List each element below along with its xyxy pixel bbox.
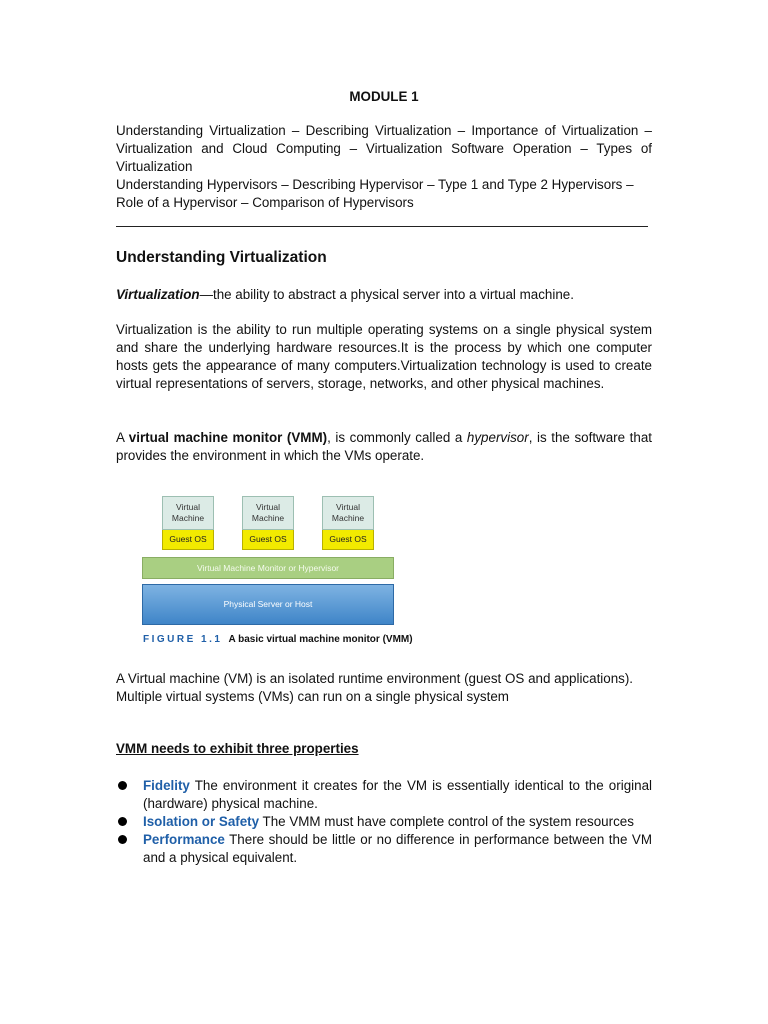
figure-caption	[143, 634, 413, 645]
vmm-prefix: A	[116, 430, 129, 445]
guest-os-label: Guest OS	[322, 530, 374, 550]
property-text: There should be little or no difference in performance between the VM and a physical equivalent.	[143, 832, 652, 865]
guest-os-label: Guest OS	[242, 530, 294, 550]
hypervisor-term: hypervisor	[466, 430, 529, 445]
vm-paragraph	[116, 670, 652, 706]
vm-multiple: Multiple virtual systems (VMs) can run on a single physical system	[116, 689, 509, 704]
virtual-machine-box-2	[242, 496, 294, 550]
virtualization-paragraph: Virtualization is the ability to run multiple operating systems on a single physical system and share the underlying hardware resources.It is the process by which one computer hosts gets the appearance of many computers.Virtualization technology is used to create virtual representations of servers, storage, networks, and other physical machines.	[116, 322, 652, 391]
property-term: Fidelity	[143, 778, 190, 793]
bullet-icon	[118, 817, 127, 826]
vm-definition: A Virtual machine (VM) is an isolated runtime environment (guest OS and applications).	[116, 671, 634, 686]
property-text: The VMM must have complete control of the system resources	[259, 814, 634, 829]
figure-caption-label: FIGURE 1.1	[143, 634, 223, 645]
vmm-term: virtual machine monitor (VMM)	[128, 430, 328, 445]
definition-term: Virtualization	[116, 287, 200, 302]
property-text: The environment it creates for the VM is essentially identical to the original (hardware) physical machine.	[143, 778, 652, 811]
virtual-machine-box-3	[322, 496, 374, 550]
horizontal-divider	[116, 226, 648, 227]
syllabus-line-virtualization: Understanding Virtualization – Describing Virtualization – Importance of Virtualization – Virtualization and Cloud Computing – Virtualization Software Operation – Types of Virtualization	[116, 123, 652, 174]
bullet-icon	[118, 781, 127, 790]
vm-label: Virtual Machine	[242, 496, 294, 530]
virtual-machine-box-1	[162, 496, 214, 550]
section-heading: Understanding Virtualization	[116, 249, 327, 266]
properties-list	[116, 777, 652, 867]
figure-caption-text: A basic virtual machine monitor (VMM)	[228, 634, 413, 645]
bullet-icon	[118, 835, 127, 844]
definition-text: —the ability to abstract a physical server into a virtual machine.	[199, 287, 574, 302]
syllabus-line-hypervisors: Understanding Hypervisors – Describing Hypervisor – Type 1 and Type 2 Hypervisors – Role of a Hypervisor – Comparison of Hypervisors	[116, 177, 634, 210]
hypervisor-layer: Virtual Machine Monitor or Hypervisor	[142, 557, 394, 579]
vm-label: Virtual Machine	[322, 496, 374, 530]
module-syllabus	[116, 122, 652, 212]
list-item	[116, 831, 652, 867]
property-term: Performance	[143, 832, 225, 847]
list-item	[116, 777, 652, 813]
vmm-middle: , is commonly called a	[327, 430, 467, 445]
physical-host-layer: Physical Server or Host	[142, 584, 394, 625]
module-title: MODULE 1	[349, 89, 419, 104]
vmm-paragraph	[116, 429, 652, 465]
properties-heading: VMM needs to exhibit three properties	[116, 741, 359, 756]
vmm-suffix: , is the software that provides the environment in which the VMs operate.	[116, 430, 653, 463]
vmm-figure	[140, 496, 430, 656]
virtualization-definition	[116, 286, 652, 304]
list-item	[116, 813, 652, 831]
vm-label: Virtual Machine	[162, 496, 214, 530]
property-term: Isolation or Safety	[143, 814, 260, 829]
guest-os-label: Guest OS	[162, 530, 214, 550]
